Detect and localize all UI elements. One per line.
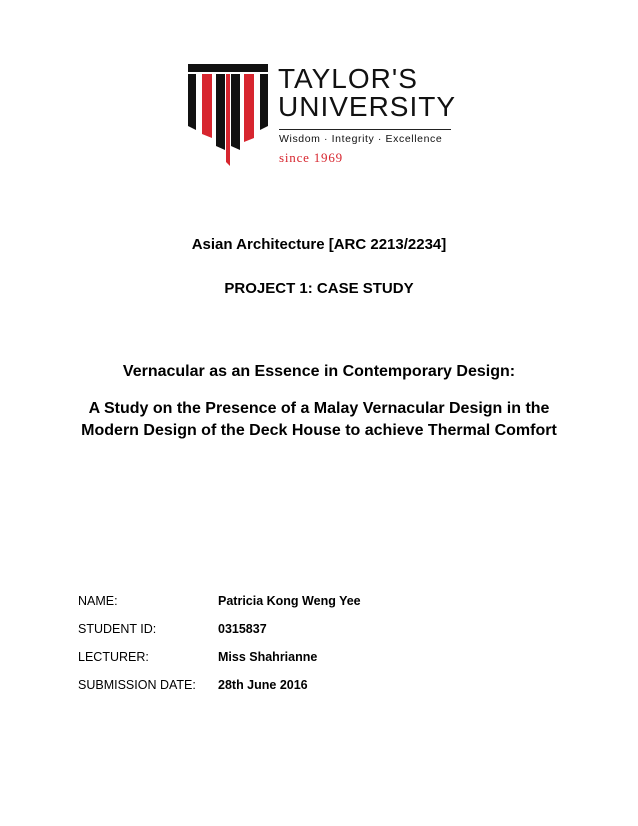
project-title: PROJECT 1: CASE STUDY	[224, 280, 414, 297]
info-label: NAME:	[78, 594, 118, 608]
university-logo	[188, 64, 468, 174]
logo-since: since 1969	[279, 150, 343, 165]
report-subtitle: A Study on the Presence of a Malay Vernacular Design in the Modern Design of the Deck House to achieve Thermal Comfort	[81, 400, 557, 439]
logo-line-1: TAYLOR'S	[278, 63, 418, 94]
info-value: Patricia Kong Weng Yee	[218, 594, 361, 608]
logo-emblem-icon	[188, 64, 268, 166]
logo-divider	[279, 129, 451, 130]
logo-line-2: UNIVERSITY	[278, 91, 457, 122]
report-title: Vernacular as an Essence in Contemporary Design:	[122, 363, 516, 380]
logo-motto: Wisdom · Integrity · Excellence	[279, 133, 443, 145]
info-label: LECTURER:	[78, 650, 149, 664]
course-title: Asian Architecture [ARC 2213/2234]	[191, 236, 447, 253]
info-value: Miss Shahrianne	[218, 650, 318, 664]
info-value: 28th June 2016	[218, 678, 308, 692]
info-label: STUDENT ID:	[78, 622, 157, 636]
info-value: 0315837	[218, 622, 267, 636]
info-label: SUBMISSION DATE:	[78, 678, 196, 692]
